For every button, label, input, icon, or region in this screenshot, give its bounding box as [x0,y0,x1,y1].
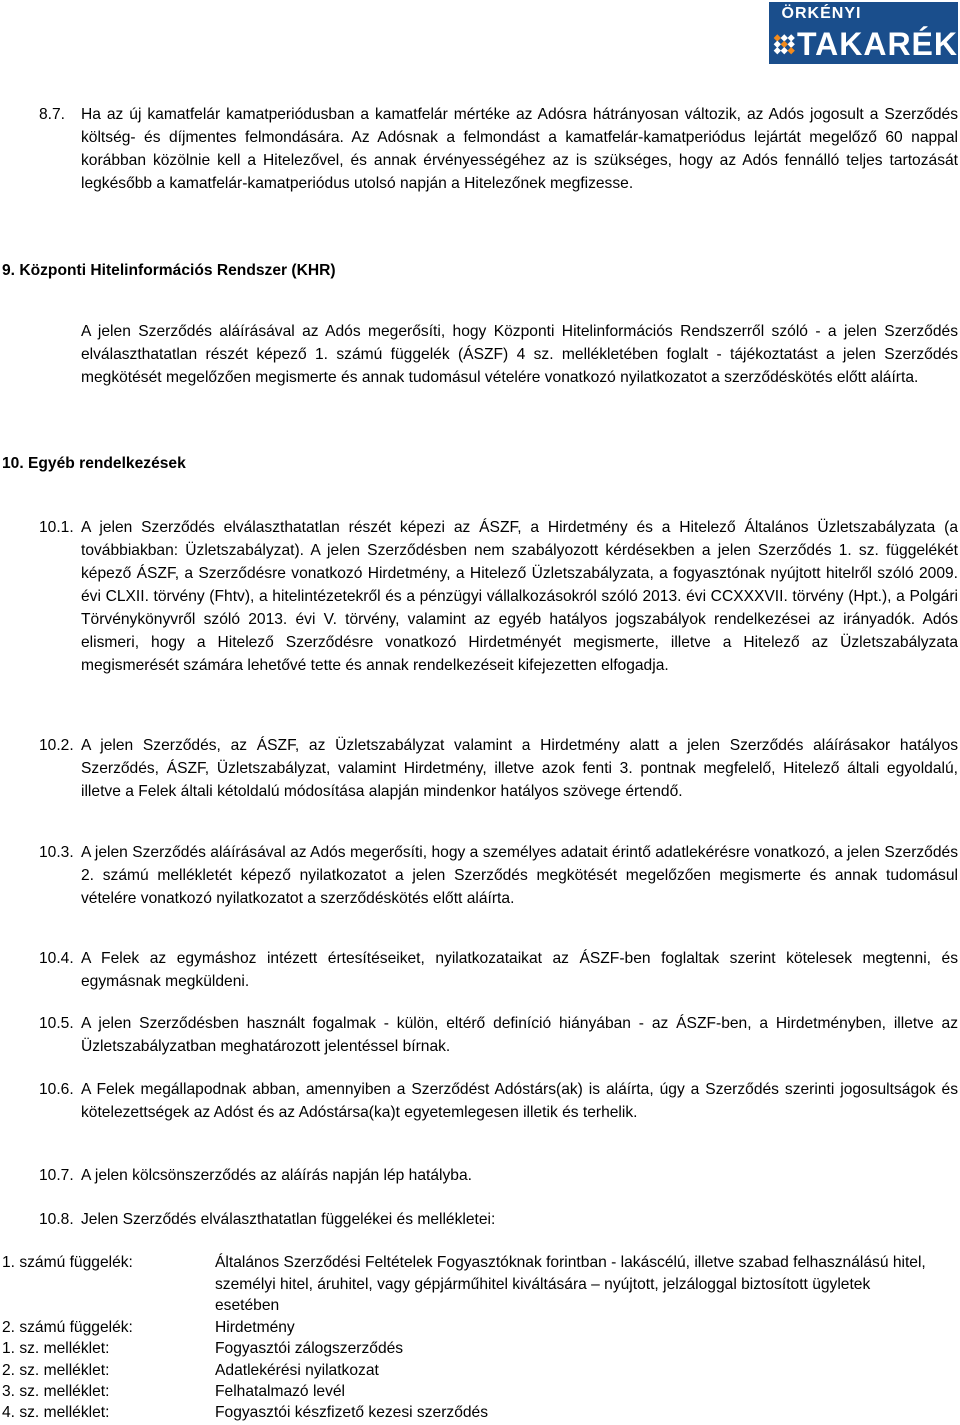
annex-label: 2. számú függelék: [2,1319,133,1336]
clause-number: 10.7. [39,1167,74,1184]
clause-number: 10.4. [39,950,74,967]
clause-number: 10.5. [39,1015,74,1032]
clause-number: 10.2. [39,737,74,754]
annex-label: 1. sz. melléklet: [2,1340,110,1357]
clause-text: A jelen Szerződés elválaszthatatlan részét képezi az ÁSZF, a Hirdetmény és a Hitelező Általános Üzletszabályzata (a továbbiakban: Üzletszabályzat). A jelen Szerződésben nem szabályozott kérdésekben a jelen Szerződés 1. sz. függelékét képező ÁSZF, a Szerződésre vonatkozó Hirdetmény, a Hitelező Üzletszabályzata, a fogyasztónak nyújtott hitelről szóló 2009. évi CLXII. törvény (Fhtv), a hitelintézetekről és a pénzügyi vállalkozásokról szóló 2013. évi CCXXXVII. törvény (Hpt.), a Polgári Törvénykönyvről szóló 2013. évi V. törvény, valamint az egyéb hatályos jogszabályok rendelkezései az irányadók. Adós elismeri, hogy a Hitelező Szerződésre vonatkozó Hirdetményét megismerte, illetve a Hitelező az Üzletszabályzata megismerését számára lehetővé tette és annak rendelkezéseit kifejezetten elfogadja. [81,519,958,674]
annex-value: Fogyasztói készfizető kezesi szerződés [215,1404,489,1421]
clause-text: A jelen Szerződés aláírásával az Adós megerősíti, hogy a személyes adatait érintő adatlekérésre vonatkozó, a jelen Szerződés 2. számú mellékletét képező nyilatkozatot a jelen Szerződés megkötését megelőzően megismerte és annak tudomásul vételére vonatkozó nyilatkozatot a szerződéskötés előtt aláírta. [81,844,958,907]
section-text: Ha az új kamatfelár kamatperiódusban a kamatfelár mértéke az Adósra hátrányosan változik, az Adós jogosult a Szerződés költség- és díjmentes felmondására. Az Adósnak a felmondást a kamatfelár-kamatperiódus lejártát megelőző 60 nappal korábban közölnie kell a Hitelezővel, és annak érvényességéhez az is szükséges, hogy az Adós fennálló teljes tartozását legkésőbb a kamatfelár-kamatperiódus utolsó napján a Hitelezőnek megfizesse. [81,106,958,192]
clause-number: 10.3. [39,844,74,861]
annex-label: 1. számú függelék: [2,1254,133,1271]
clause-text: A jelen kölcsönszerződés az aláírás napján lép hatályba. [81,1167,472,1184]
section-heading: 9. Központi Hitelinformációs Rendszer (KHR) [2,262,336,279]
clause-number: 10.8. [39,1211,74,1228]
annex-label: 4. sz. melléklet: [2,1404,110,1421]
clause-text: A jelen Szerződésben használt fogalmak - külön, eltérő definíció hiányában - az ÁSZF-ben, a Hirdetményben, illetve az Üzletszabályzatban meghatározott jelentéssel bírnak. [81,1015,958,1055]
clause-text: A Felek az egymáshoz intézett értesítéseiket, nyilatkozataikat az ÁSZF-ben foglaltak szerint kötelesek megtenni, és egymásnak megküldeni. [81,950,958,990]
logo-word: TAKARÉK [796,26,958,62]
annex-value: Általános Szerződési Feltételek Fogyasztóknak forintban - lakáscélú, illetve szabad felhasználású hitel, személyi hitel, áruhitel, vagy gépjárműhitel kiváltására – nyújtott, jelzáloggal biztosított ügyletek esetében [215,1254,926,1314]
clause-number: 10.6. [39,1081,74,1098]
section-text: A jelen Szerződés aláírásával az Adós megerősíti, hogy Központi Hitelinformációs Rendszerről szóló - a jelen Szerződés elválaszthatatlan részét képező 1. számú függelék (ÁSZF) 4 sz. mellékletében foglalt - tájékoztatást a jelen Szerződés megkötését megelőzően megismerte és annak tudomásul vételére vonatkozó nyilatkozatot a szerződéskötés előtt aláírta. [81,323,958,386]
logo [769,2,958,64]
annex-value: Hirdetmény [215,1319,295,1336]
logo-top-text: ÖRKÉNYI [781,5,862,22]
section-heading: 10. Egyéb rendelkezések [2,455,186,472]
annex-value: Adatlekérési nyilatkozat [215,1362,379,1379]
clause-text: A Felek megállapodnak abban, amennyiben a Szerződést Adóstárs(ak) is aláírta, úgy a Szerződés szerinti jogosultságok és kötelezettségek az Adóst és az Adóstársa(ka)t egyetemlegesen illetik és terhelik. [81,1081,958,1121]
clause-text: A jelen Szerződés, az ÁSZF, az Üzletszabályzat valamint a Hirdetmény alatt a jelen Szerződés aláírásakor hatályos Szerződés, ÁSZF, Üzletszabályzat, valamint Hirdetmény, illetve azok fenti 3. pontnak megfelelő, Hitelező általi egyoldalú, illetve a Felek általi kétoldalú módosítása alapján mindenkor hatályos szövege értendő. [81,737,958,800]
logo-mark-icon [773,27,795,61]
clause-text: Jelen Szerződés elválaszthatatlan függelékei és mellékletei: [81,1211,496,1228]
section-number: 8.7. [39,106,66,123]
annex-value: Felhatalmazó levél [215,1383,346,1400]
clause-number: 10.1. [39,519,74,536]
annex-value: Fogyasztói zálogszerződés [215,1340,404,1357]
annex-label: 3. sz. melléklet: [2,1383,110,1400]
annex-label: 2. sz. melléklet: [2,1362,110,1379]
